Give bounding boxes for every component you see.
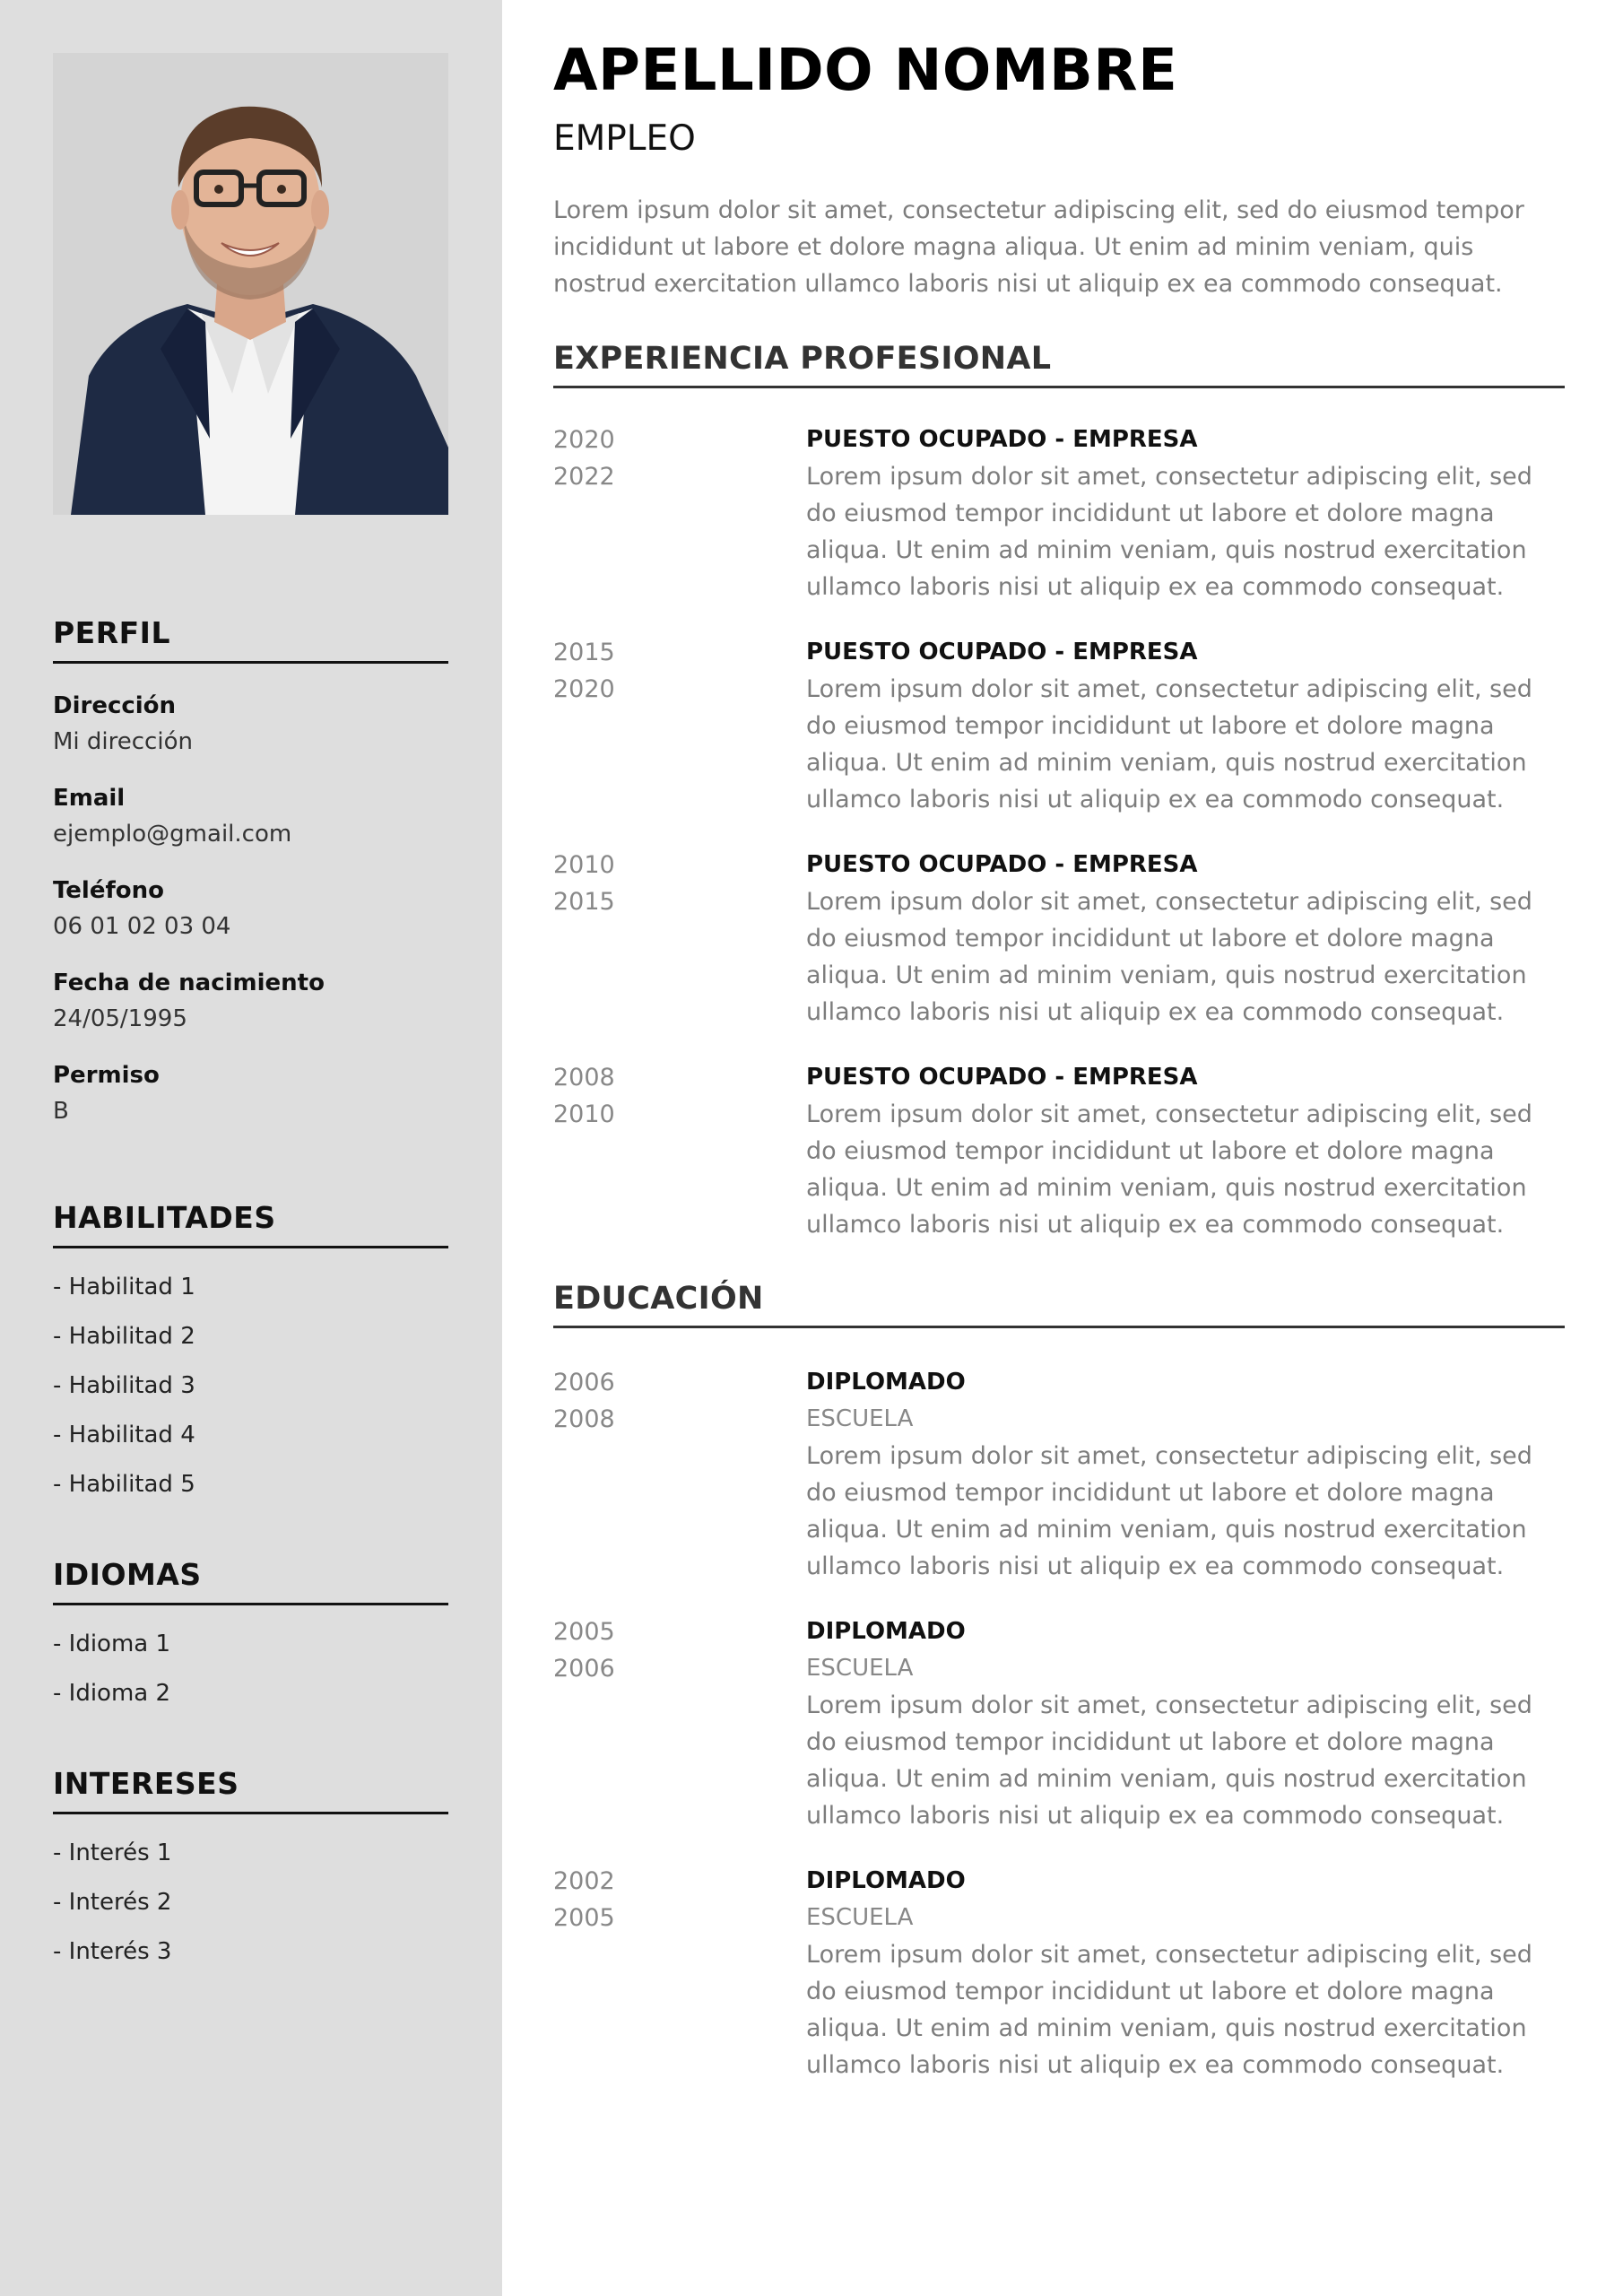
profile-section — [53, 615, 448, 1128]
entry-school: ESCUELA — [806, 1655, 914, 1682]
full-name: APELLIDO NOMBRE — [553, 38, 1178, 104]
entry-years — [553, 634, 733, 708]
start-year: 2020 — [553, 426, 615, 454]
portrait-image — [53, 53, 448, 515]
languages-section — [53, 1557, 448, 1727]
entry-years — [553, 1613, 733, 1687]
entry-content — [806, 634, 1550, 818]
license-label: Permiso — [53, 1062, 160, 1089]
entry-title: DIPLOMADO — [806, 1618, 966, 1645]
birthdate-label: Fecha de nacimiento — [53, 970, 325, 996]
entry-content — [806, 1613, 1550, 1834]
entry-years — [553, 1059, 733, 1133]
email-value: ejemplo@gmail.com — [53, 821, 292, 848]
end-year: 2010 — [553, 1100, 615, 1128]
address-label: Dirección — [53, 692, 177, 719]
skills-list — [53, 1272, 448, 1518]
entry-title: PUESTO OCUPADO - EMPRESA — [806, 1064, 1198, 1091]
job-title: EMPLEO — [553, 118, 696, 159]
profile-heading: PERFIL — [53, 615, 448, 664]
interests-heading: INTERESES — [53, 1766, 448, 1814]
end-year: 2015 — [553, 888, 615, 916]
entry-years — [553, 847, 733, 920]
entry-description: Lorem ipsum dolor sit amet, consectetur adipiscing elit, sed do eiusmod tempor incididunt ut labore et dolore magna aliqua. Ut enim ad minim veniam, quis nostrud exercitation ullamco laboris nisi ut aliquip ex ea commodo consequat. — [806, 1692, 1532, 1830]
phone-value: 06 01 02 03 04 — [53, 913, 231, 940]
entry-content — [806, 1863, 1550, 2083]
end-year: 2005 — [553, 1904, 615, 1932]
list-item: - Habilitad 3 — [53, 1372, 195, 1399]
list-item: - Idioma 1 — [53, 1631, 171, 1657]
start-year: 2005 — [553, 1618, 615, 1646]
entry-content — [806, 422, 1550, 605]
education-heading: EDUCACIÓN — [553, 1281, 1565, 1328]
list-item: - Idioma 2 — [53, 1680, 171, 1707]
entry-description: Lorem ipsum dolor sit amet, consectetur adipiscing elit, sed do eiusmod tempor incididunt ut labore et dolore magna aliqua. Ut enim ad minim veniam, quis nostrud exercitation ullamco laboris nisi ut aliquip ex ea commodo consequat. — [806, 463, 1532, 601]
start-year: 2015 — [553, 639, 615, 666]
list-item: - Interés 3 — [53, 1938, 172, 1965]
entry-content — [806, 1364, 1550, 1585]
start-year: 2010 — [553, 851, 615, 879]
languages-list — [53, 1629, 448, 1727]
interests-section — [53, 1766, 448, 1986]
end-year: 2020 — [553, 675, 615, 703]
list-item: - Habilitad 1 — [53, 1274, 195, 1300]
sidebar — [0, 0, 502, 2296]
email-label: Email — [53, 785, 126, 812]
entry-years — [553, 1364, 733, 1438]
entry-title: PUESTO OCUPADO - EMPRESA — [806, 639, 1198, 665]
entry-description: Lorem ipsum dolor sit amet, consectetur adipiscing elit, sed do eiusmod tempor incididunt ut labore et dolore magna aliqua. Ut enim ad minim veniam, quis nostrud exercitation ullamco laboris nisi ut aliquip ex ea commodo consequat. — [806, 1442, 1532, 1580]
entry-title: DIPLOMADO — [806, 1867, 966, 1894]
start-year: 2008 — [553, 1064, 615, 1091]
entry-content — [806, 847, 1550, 1031]
list-item: - Interés 2 — [53, 1889, 172, 1916]
list-item: - Habilitad 4 — [53, 1422, 195, 1448]
experience-heading: EXPERIENCIA PROFESIONAL — [553, 341, 1565, 388]
languages-heading: IDIOMAS — [53, 1557, 448, 1605]
entry-description: Lorem ipsum dolor sit amet, consectetur adipiscing elit, sed do eiusmod tempor incididunt ut labore et dolore magna aliqua. Ut enim ad minim veniam, quis nostrud exercitation ullamco laboris nisi ut aliquip ex ea commodo consequat. — [806, 675, 1532, 813]
entry-content — [806, 1059, 1550, 1243]
start-year: 2006 — [553, 1369, 615, 1396]
license-value: B — [53, 1098, 69, 1125]
profile-photo — [53, 53, 448, 515]
end-year: 2008 — [553, 1405, 615, 1433]
list-item: - Habilitad 5 — [53, 1471, 195, 1498]
address-value: Mi dirección — [53, 728, 193, 755]
start-year: 2002 — [553, 1867, 615, 1895]
interests-list — [53, 1838, 448, 1986]
entry-title: PUESTO OCUPADO - EMPRESA — [806, 851, 1198, 878]
end-year: 2022 — [553, 463, 615, 491]
list-item: - Interés 1 — [53, 1839, 172, 1866]
intro-paragraph: Lorem ipsum dolor sit amet, consectetur adipiscing elit, sed do eiusmod tempor incididunt ut labore et dolore magna aliqua. Ut enim ad minim veniam, quis nostrud exercitation ullamco laboris nisi ut aliquip ex ea commodo consequat. — [553, 196, 1524, 298]
entry-description: Lorem ipsum dolor sit amet, consectetur adipiscing elit, sed do eiusmod tempor incididunt ut labore et dolore magna aliqua. Ut enim ad minim veniam, quis nostrud exercitation ullamco laboris nisi ut aliquip ex ea commodo consequat. — [806, 888, 1532, 1026]
birthdate-value: 24/05/1995 — [53, 1005, 187, 1032]
entry-description: Lorem ipsum dolor sit amet, consectetur adipiscing elit, sed do eiusmod tempor incididunt ut labore et dolore magna aliqua. Ut enim ad minim veniam, quis nostrud exercitation ullamco laboris nisi ut aliquip ex ea commodo consequat. — [806, 1941, 1532, 2079]
entry-title: PUESTO OCUPADO - EMPRESA — [806, 426, 1198, 453]
skills-section — [53, 1200, 448, 1518]
entry-years — [553, 1863, 733, 1936]
entry-title: DIPLOMADO — [806, 1369, 966, 1396]
phone-label: Teléfono — [53, 877, 165, 904]
entry-school: ESCUELA — [806, 1904, 914, 1931]
skills-heading: HABILITADES — [53, 1200, 448, 1248]
end-year: 2006 — [553, 1655, 615, 1683]
entry-years — [553, 422, 733, 495]
entry-description: Lorem ipsum dolor sit amet, consectetur adipiscing elit, sed do eiusmod tempor incididunt ut labore et dolore magna aliqua. Ut enim ad minim veniam, quis nostrud exercitation ullamco laboris nisi ut aliquip ex ea commodo consequat. — [806, 1100, 1532, 1239]
list-item: - Habilitad 2 — [53, 1323, 195, 1350]
entry-school: ESCUELA — [806, 1405, 914, 1432]
